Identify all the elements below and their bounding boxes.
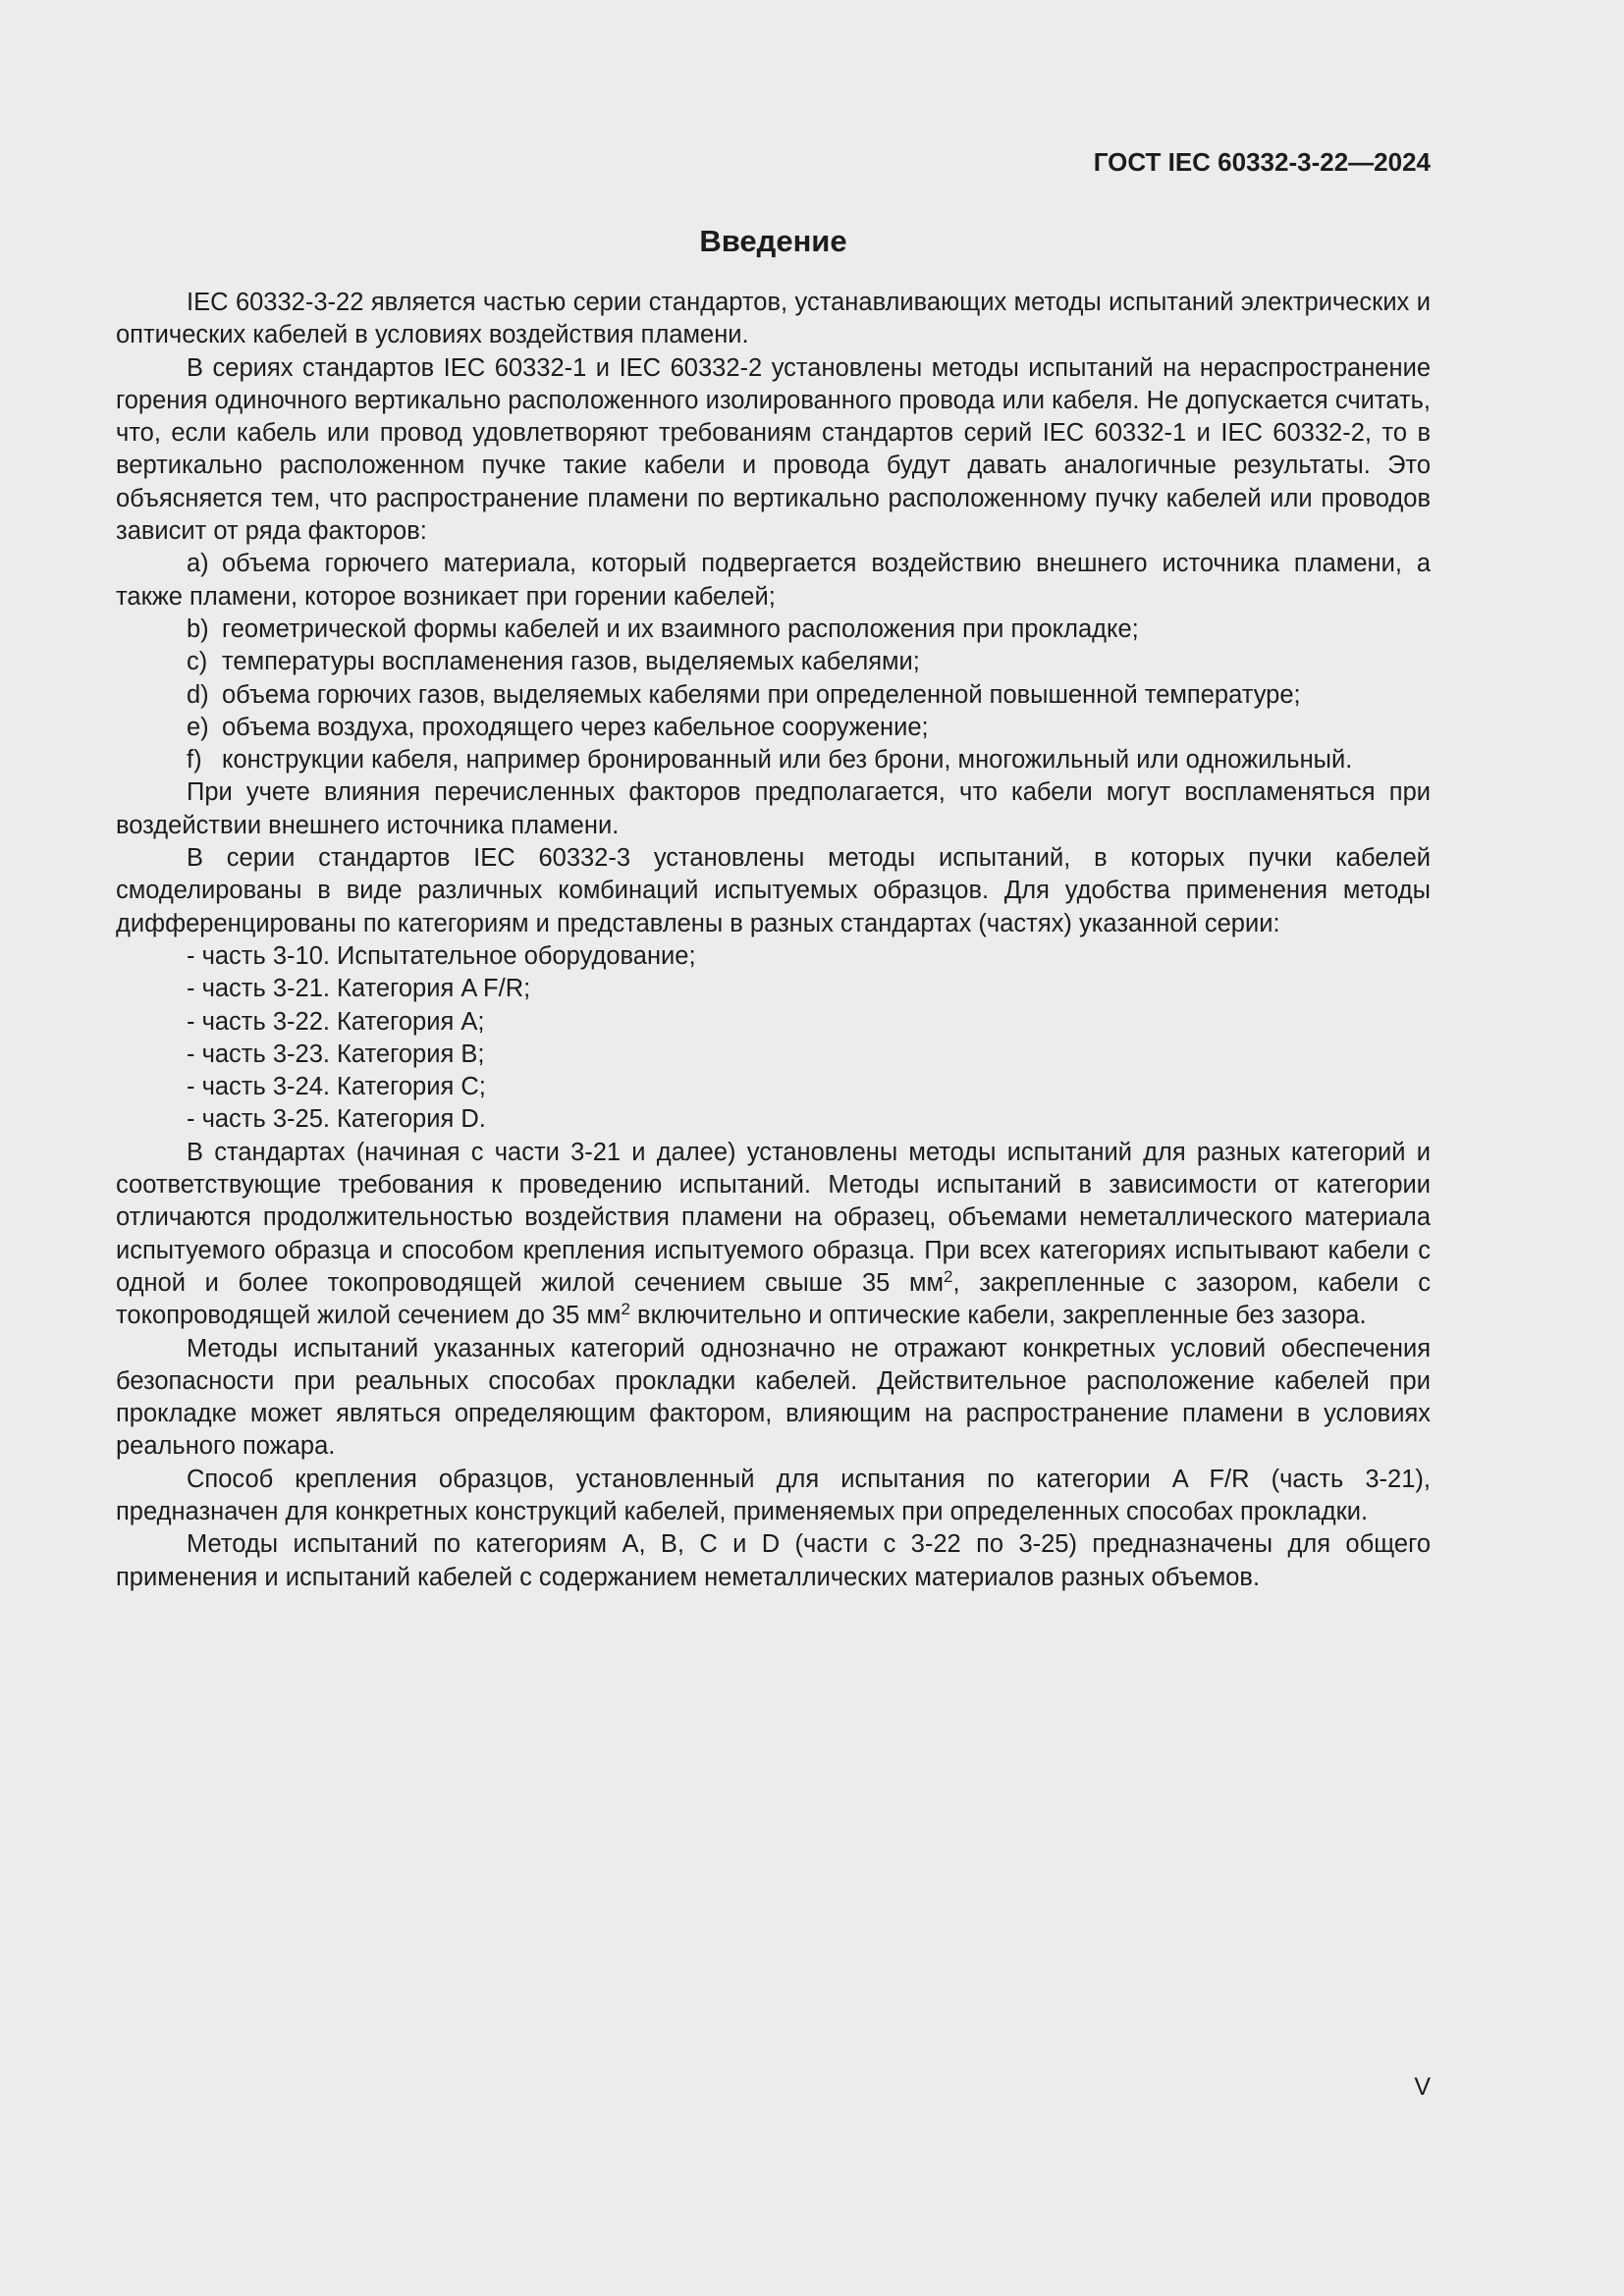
factor-text: геометрической формы кабелей и их взаимного расположения при прокладке; — [222, 614, 1139, 643]
page-title: Введение — [699, 224, 847, 258]
factor-marker: d) — [187, 680, 209, 709]
part-item: - часть 3-22. Категория А; — [187, 1007, 485, 1036]
part-item: - часть 3-21. Категория A F/R; — [187, 975, 531, 1003]
factor-item — [116, 548, 1431, 614]
paragraph-categories: В серии стандартов IEC 60332-3 установлены методы испытаний, в которых пучки кабелей смоделированы в виде различных комбинаций испытуемых образцов. Для удобства применения методы дифференцированы по категориям и представлены в разных стандартах (частях) указанной серии: — [116, 844, 1431, 937]
part-item: - часть 3-24. Категория С; — [187, 1073, 486, 1101]
factor-text: объема горючих газов, выделяемых кабелями при определенной повышенной температуре; — [222, 680, 1301, 709]
factor-item — [116, 614, 1431, 646]
page-number: V — [1414, 2073, 1431, 2101]
factor-item — [116, 712, 1431, 744]
paragraph-safety: Методы испытаний указанных категорий однозначно не отражают конкретных условий обеспечения безопасности при реальных способах прокладки кабелей. Действительное расположение кабелей при прокладке может являться определяющим фактором, влияющим на распространение пламени в условиях реального пожара. — [116, 1334, 1431, 1461]
paragraph-series: В сериях стандартов IEC 60332-1 и IEC 60332-2 установлены методы испытаний на нераспространение горения одиночного вертикально расположенного изолированного провода или кабеля. Не допускается считать, что, если кабель или провод удовлетворяют требованиям стандартов серий IEC 60332-1 и IEC 60332-2, то в вертикально расположенном пучке такие кабели и провода будут давать аналогичные результаты. Это объясняется тем, что распространение пламени по вертикально расположенному пучку кабелей или проводов зависит от ряда факторов: — [116, 353, 1431, 546]
methods-text-part-3: включительно и оптические кабели, закрепленные без зазора. — [629, 1302, 1367, 1330]
part-item: - часть 3-10. Испытательное оборудование; — [187, 941, 696, 970]
part-item: - часть 3-23. Категория В; — [187, 1040, 485, 1068]
paragraph-methods — [116, 1137, 1431, 1333]
paragraph-general-use: Методы испытаний по категориям А, B, C и D (части с 3-22 по 3-25) предназначены для общего применения и испытаний кабелей с содержанием неметаллических материалов разных объемов. — [116, 1530, 1431, 1591]
factor-text: конструкции кабеля, например бронированный или без брони, многожильный или одножильный. — [222, 746, 1353, 774]
paragraph-intro: IEC 60332-3-22 является частью серии стандартов, устанавливающих методы испытаний электрических и оптических кабелей в условиях воздействия пламени. — [116, 289, 1431, 349]
document-body — [116, 287, 1431, 1594]
factor-text: объема воздуха, проходящего через кабельное сооружение; — [222, 713, 929, 741]
part-item: - часть 3-25. Категория D. — [187, 1105, 486, 1134]
factor-marker: c) — [187, 648, 208, 676]
factor-marker: а) — [187, 550, 209, 578]
factor-item — [116, 646, 1431, 678]
document-header: ГОСТ IEC 60332-3-22—2024 — [1093, 147, 1431, 177]
factor-marker: e) — [187, 713, 209, 741]
methods-text-part-2: , закрепленные с зазором, кабели с токопроводящей жилой сечением до 35 мм — [116, 1268, 1431, 1330]
factor-item — [116, 679, 1431, 712]
factor-item — [116, 744, 1431, 776]
methods-text-part-1: В стандартах (начиная с части 3-21 и далее) установлены методы испытаний для разных категорий и соответствующие требования к проведению испытаний. Методы испытаний в зависимости от категории отличаются продолжительностью воздействия пламени на образец, объемами неметаллического материала испытуемого образца и способом крепления испытуемого образца. При всех категориях испытывают кабели с одной и более токопроводящей жилой сечением свыше 35 мм — [116, 1138, 1431, 1297]
paragraph-mounting: Способ крепления образцов, установленный для испытания по категории A F/R (часть 3-21), предназначен для конкретных конструкций кабелей, применяемых при определенных способах прокладки. — [116, 1465, 1431, 1525]
factor-marker: f) — [187, 746, 202, 774]
factor-text: объема горючего материала, который подвергается воздействию внешнего источника пламени, а также пламени, которое возникает при горении кабелей; — [116, 550, 1431, 611]
superscript-2: 2 — [944, 1266, 953, 1286]
factor-text: температуры воспламенения газов, выделяемых кабелями; — [222, 648, 920, 676]
paragraph-ignition: При учете влияния перечисленных факторов предполагается, что кабели могут воспламеняться при воздействии внешнего источника пламени. — [116, 778, 1431, 839]
superscript-2: 2 — [621, 1300, 630, 1319]
factor-marker: b) — [187, 614, 209, 643]
